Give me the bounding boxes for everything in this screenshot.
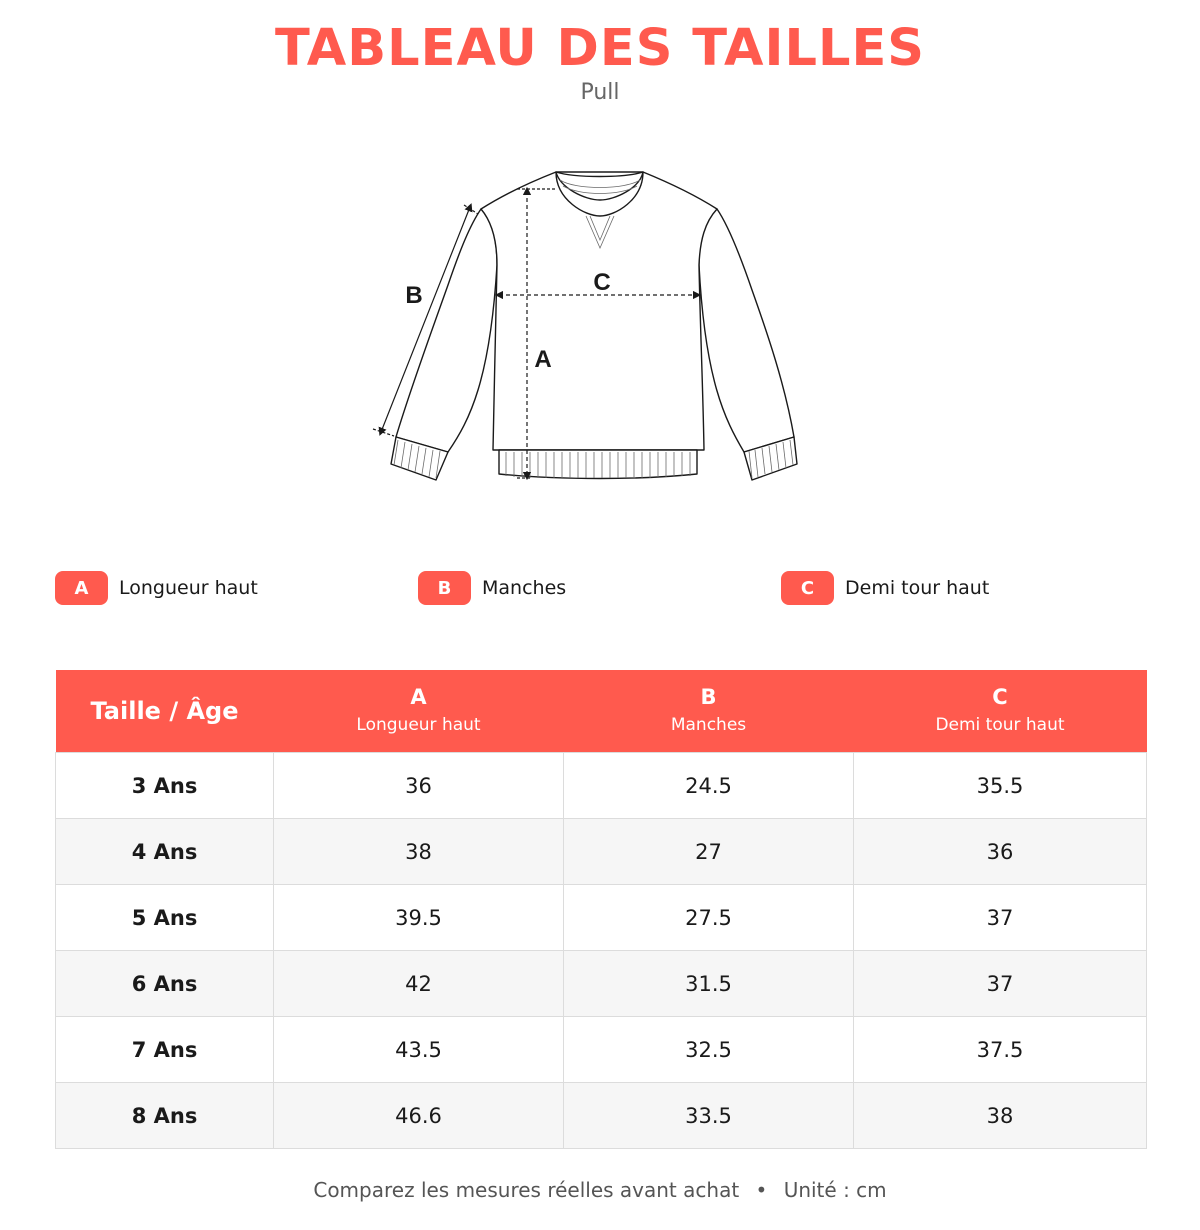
header-column-a: A Longueur haut bbox=[274, 670, 564, 753]
legend-item-a bbox=[55, 570, 258, 606]
value-cell-c: 35.5 bbox=[854, 753, 1147, 819]
diagram-label-c: C bbox=[593, 269, 611, 296]
diagram-label-b: B bbox=[405, 282, 423, 309]
diagram-label-a: A bbox=[534, 346, 552, 373]
size-cell: 8 Ans bbox=[56, 1083, 274, 1149]
waistband bbox=[499, 450, 697, 479]
value-cell-a: 43.5 bbox=[274, 1017, 564, 1083]
table-row bbox=[56, 753, 1147, 819]
legend-badge-c: C bbox=[781, 571, 834, 605]
header-column-b: B Manches bbox=[564, 670, 854, 753]
legend bbox=[55, 570, 1145, 606]
value-cell-b: 27 bbox=[564, 819, 854, 885]
table-row bbox=[56, 1083, 1147, 1149]
footer-note bbox=[0, 1178, 1200, 1202]
value-cell-b: 31.5 bbox=[564, 951, 854, 1017]
value-cell-c: 37 bbox=[854, 885, 1147, 951]
page-subtitle: Pull bbox=[580, 80, 620, 105]
footer-unit: Unité : cm bbox=[783, 1178, 887, 1202]
value-cell-a: 39.5 bbox=[274, 885, 564, 951]
value-cell-a: 42 bbox=[274, 951, 564, 1017]
legend-badge-a: A bbox=[55, 571, 108, 605]
value-cell-b: 32.5 bbox=[564, 1017, 854, 1083]
legend-item-b bbox=[418, 570, 566, 606]
value-cell-a: 38 bbox=[274, 819, 564, 885]
value-cell-b: 27.5 bbox=[564, 885, 854, 951]
header-column-c: C Demi tour haut bbox=[854, 670, 1147, 753]
size-cell: 5 Ans bbox=[56, 885, 274, 951]
table-row bbox=[56, 885, 1147, 951]
table-row bbox=[56, 951, 1147, 1017]
table-row bbox=[56, 1017, 1147, 1083]
legend-item-c bbox=[781, 570, 989, 606]
size-cell: 4 Ans bbox=[56, 819, 274, 885]
footer-separator: • bbox=[755, 1178, 768, 1202]
legend-label-a: Longueur haut bbox=[119, 577, 258, 599]
value-cell-c: 37 bbox=[854, 951, 1147, 1017]
sweater-diagram bbox=[360, 160, 820, 500]
legend-label-c: Demi tour haut bbox=[845, 577, 990, 599]
value-cell-b: 24.5 bbox=[564, 753, 854, 819]
table-header-row bbox=[56, 670, 1147, 753]
size-cell: 3 Ans bbox=[56, 753, 274, 819]
table-row bbox=[56, 819, 1147, 885]
right-sleeve bbox=[699, 209, 794, 452]
size-table bbox=[55, 670, 1147, 1149]
value-cell-c: 36 bbox=[854, 819, 1147, 885]
value-cell-a: 36 bbox=[274, 753, 564, 819]
value-cell-a: 46.6 bbox=[274, 1083, 564, 1149]
value-cell-c: 37.5 bbox=[854, 1017, 1147, 1083]
size-cell: 7 Ans bbox=[56, 1017, 274, 1083]
value-cell-b: 33.5 bbox=[564, 1083, 854, 1149]
value-cell-c: 38 bbox=[854, 1083, 1147, 1149]
left-sleeve bbox=[396, 209, 497, 452]
header-size-age: Taille / Âge bbox=[56, 670, 274, 753]
legend-label-b: Manches bbox=[482, 577, 567, 599]
size-cell: 6 Ans bbox=[56, 951, 274, 1017]
legend-badge-b: B bbox=[418, 571, 471, 605]
page-title: TABLEAU DES TAILLES bbox=[274, 19, 926, 78]
footer-text: Comparez les mesures réelles avant achat bbox=[313, 1178, 740, 1202]
